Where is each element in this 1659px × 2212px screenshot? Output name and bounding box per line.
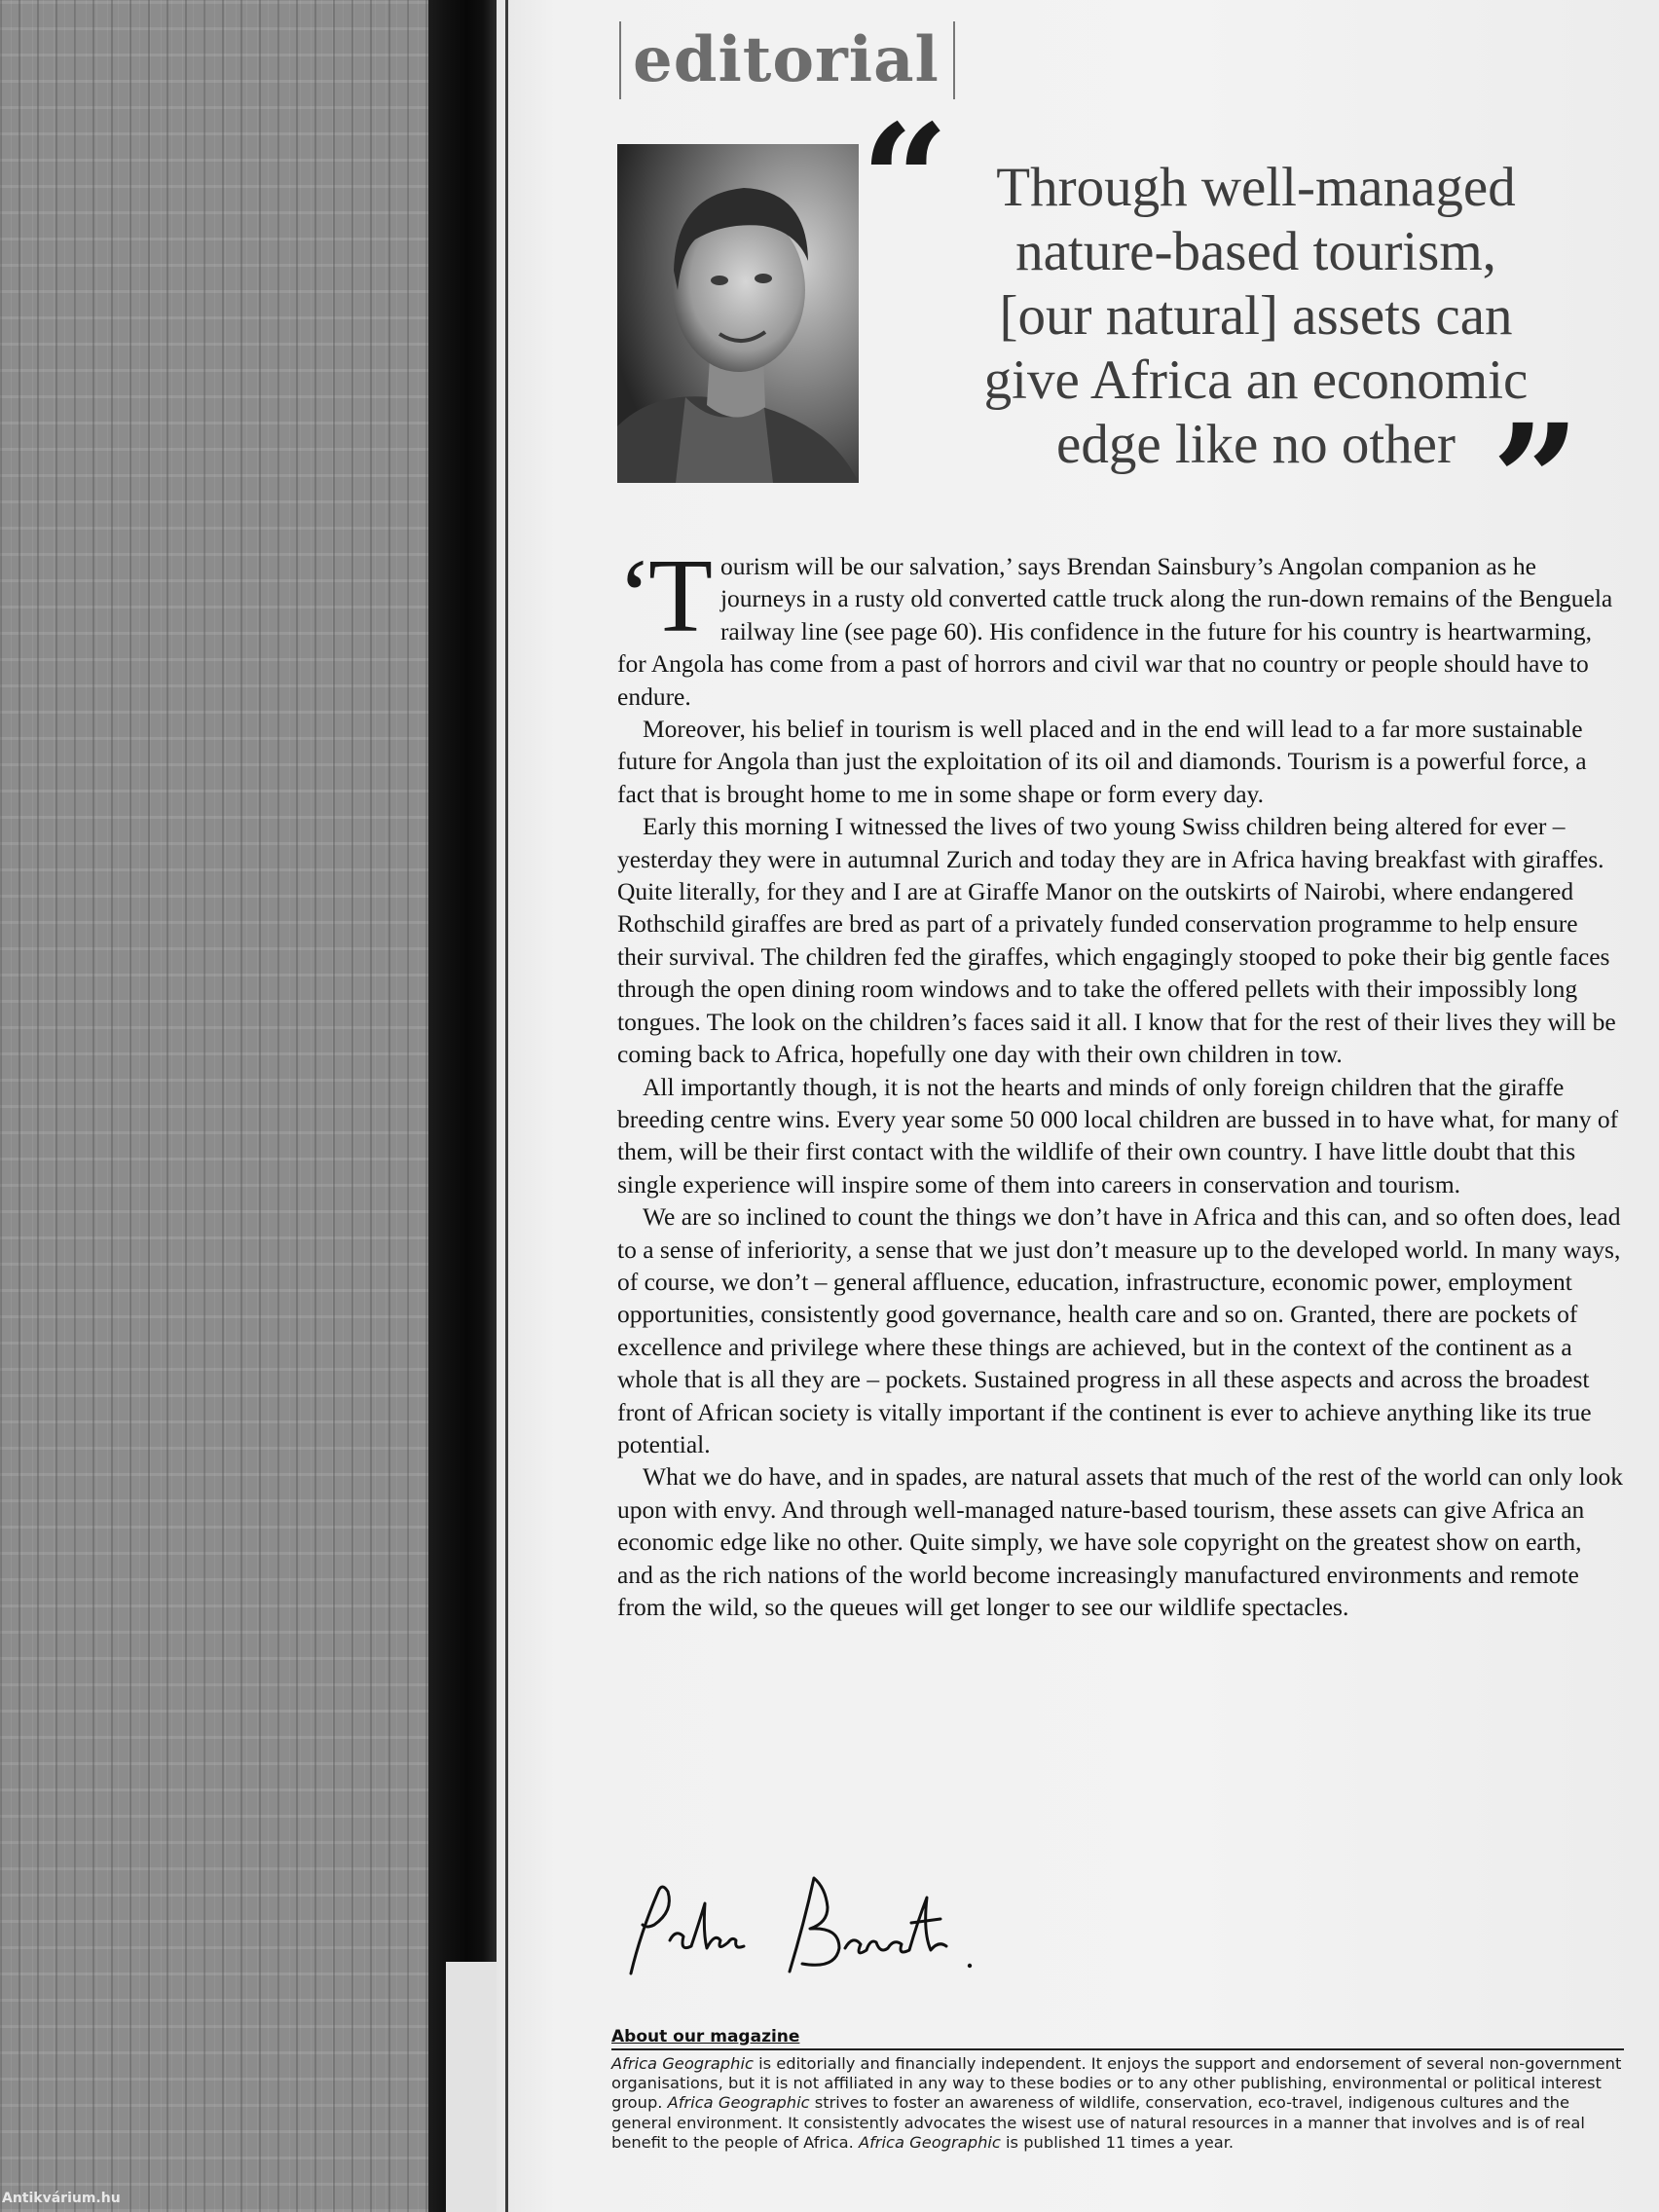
body-paragraph: Early this morning I witnessed the lives of two young Swiss children being altered for ever – yesterday they were in autumnal Zurich and today they are in Africa having breakfast with giraffes. Quite literally, for they and I are at Giraffe Manor on the outskirts of Nairobi, where endangered Rothschild giraffes are bred as part of a privately funded conservation programme to help ensure their survival. The children fed the giraffes, which engagingly stooped to poke their big gentle faces through the open dining room windows and to take the offered pellets with their impossibly long tongues. The look on the children’s faces said it all. I know that for the rest of their lives they will be coming back to Africa, hopefully one day with their own children in tow.	[617, 812, 1616, 1069]
magazine-name: Africa Geographic	[858, 2132, 1001, 2152]
author-portrait	[617, 144, 859, 483]
drop-cap: ‘T	[617, 538, 709, 654]
quote-close-mark: ”	[1492, 391, 1580, 571]
signature-image	[619, 1864, 989, 1991]
quote-open-mark: “	[861, 92, 949, 272]
about-text-part: is published 11 times a year.	[1000, 2132, 1235, 2152]
editorial-body	[617, 538, 1623, 1623]
facing-page-edge	[446, 1962, 497, 2212]
about-text-part: strives to foster an awareness of wildlife, conservation, eco-travel, indigenous cultures and the general environment. It consistently advocates the wisest use of natural resources in a manner that involves and is of real benefit to the people of Africa.	[611, 2093, 1585, 2152]
magazine-name: Africa Geographic	[667, 2093, 810, 2113]
page-edge-rule	[505, 0, 508, 2212]
body-paragraph: Moreover, his belief in tourism is well placed and in the end will lead to a far more sustainable future for Angola than just the exploitation of its oil and diamonds. Tourism is a powerful force, a fact that is brought home to me in some shape or form every day.	[617, 715, 1587, 808]
about-text-part: is editorially and financially independent. It enjoys the support and endorsement of several non-government organisations, but it is not affiliated in any way to these bodies or to any other publishing, environmental or political interest group.	[611, 2054, 1622, 2113]
body-paragraph: We are so inclined to count the things we don’t have in Africa and this can, and so often does, lead to a sense of inferiority, a sense that we just don’t measure up to the developed world. In many ways, of course, we don’t – general affluence, education, infrastructure, economic power, employment opportunities, consistently good governance, health care and so on. Granted, there are pockets of excellence and privilege where these things are achieved, but in the context of the continent as a whole that is all they are – pockets. Sustained progress in all these aspects and across the broadest front of African society is vitally important if the continent is ever to achieve anything like its true potential.	[617, 1202, 1621, 1458]
about-heading: About our magazine	[611, 2027, 1624, 2050]
watermark: Antikvárium.hu	[2, 2191, 121, 2206]
pull-quote: Through well-managed nature-based tourism, [our natural] assets can give Africa an economic edge like no other	[983, 157, 1529, 475]
section-label: editorial	[619, 21, 955, 99]
body-paragraph: What we do have, and in spades, are natural assets that much of the rest of the world can only look upon with envy. And through well-managed nature-based tourism, these assets can give Africa an economic edge like no other. Quite simply, we have sole copyright on the greatest show on earth, and as the rich nations of the world become increasingly manufactured environments and remote from the wild, so the queues will get longer to see our wildlife spectacles.	[617, 1462, 1623, 1621]
background-surface	[0, 0, 443, 2212]
body-paragraph-text: ourism will be our salvation,’ says Brendan Sainsbury’s Angolan companion as he journeys in a rusty old converted cattle truck along the run-down remains of the Benguela railway line (see page 60). His confidence in the future for his country is heartwarming, for Angola has come from a past of horrors and civil war that no country or people should have to endure.	[617, 552, 1613, 711]
magazine-name: Africa Geographic	[611, 2054, 754, 2073]
book-gutter	[428, 0, 497, 2212]
author-portrait-image	[617, 144, 859, 483]
about-text	[611, 2054, 1624, 2153]
editor-signature	[619, 1864, 989, 1991]
body-paragraph: All importantly though, it is not the hearts and minds of only foreign children that the giraffe breeding centre wins. Every year some 50 000 local children are bussed in to have what, for many of them, will be their first contact with the wildlife of their own country. I have little doubt that this single experience will inspire some of them into careers in conservation and tourism.	[617, 1072, 1619, 1198]
about-magazine-box	[611, 2027, 1624, 2153]
body-paragraph	[617, 538, 1623, 713]
